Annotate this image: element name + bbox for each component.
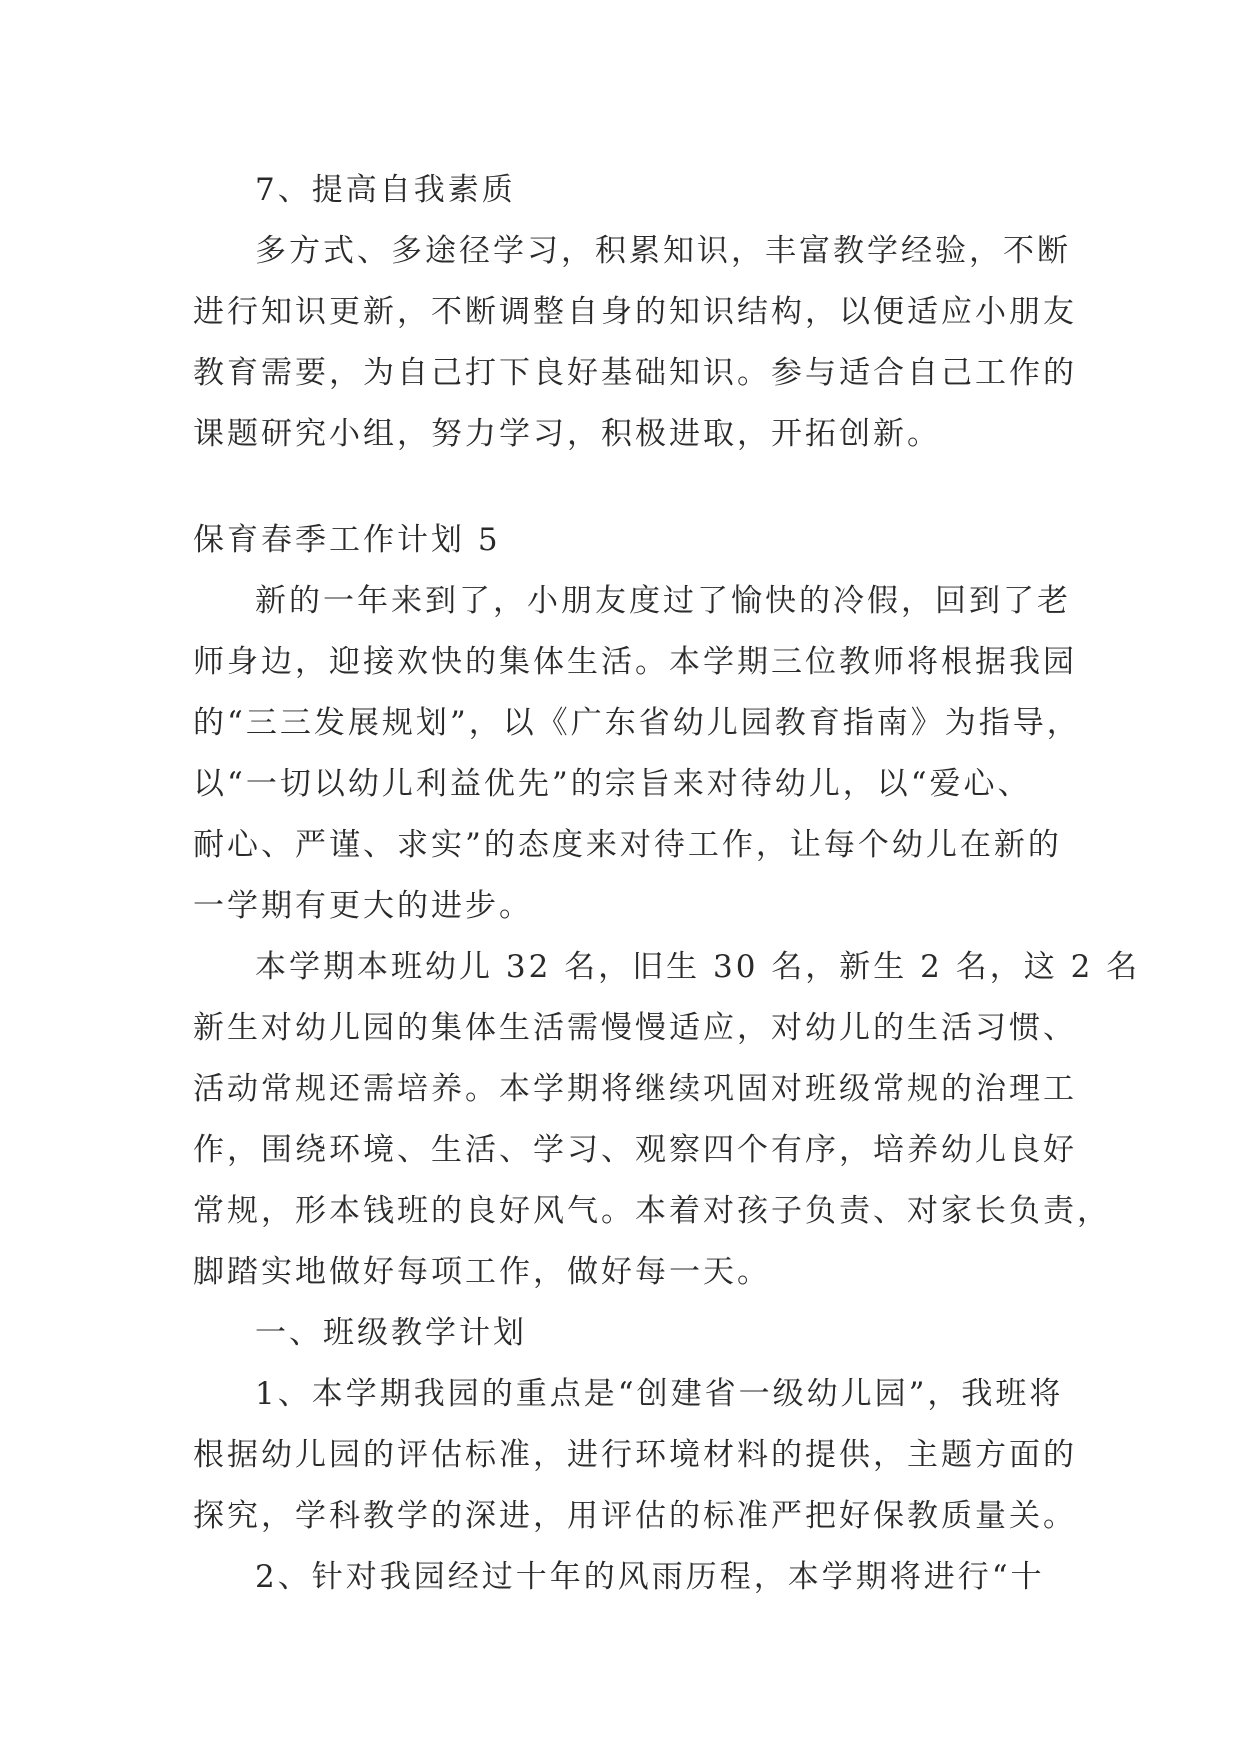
paragraph-line: 常规，形本钱班的良好风气。本着对孩子负责、对家长负责，: [193, 1193, 1111, 1229]
paragraph-line: 进行知识更新，不断调整自身的知识结构，以便适应小朋友: [193, 294, 1077, 330]
paragraph-line: 教育需要，为自己打下良好基础知识。参与适合自己工作的: [193, 355, 1077, 391]
paragraph-line: 以“一切以幼儿利益优先”的宗旨来对待幼儿，以“爱心、: [193, 766, 1032, 802]
paragraph-class-info: [193, 937, 1141, 1303]
paragraph-intro: [193, 571, 1081, 937]
paragraph-line: 2、针对我园经过十年的风雨历程，本学期将进行“十: [255, 1559, 1045, 1595]
paragraph-line: 作，围绕环境、生活、学习、观察四个有序，培养幼儿良好: [193, 1132, 1077, 1168]
paragraph-self-improvement: [193, 221, 1077, 465]
paragraph-line: 脚踏实地做好每项工作，做好每一天。: [193, 1254, 771, 1290]
paragraph-line: 一学期有更大的进步。: [193, 888, 533, 924]
paragraph-line: 新的一年来到了，小朋友度过了愉快的冷假，回到了老: [255, 583, 1071, 619]
paragraph-line: 的“三三发展规划”，以《广东省幼儿园教育指南》为指导，: [193, 705, 1081, 741]
paragraph-line: 耐心、严谨、求实”的态度来对待工作，让每个幼儿在新的: [193, 827, 1062, 863]
paragraph-line: 探究，学科教学的深进，用评估的标准严把好保教质量关。: [193, 1498, 1077, 1534]
paragraph-line: 师身边，迎接欢快的集体生活。本学期三位教师将根据我园: [193, 644, 1077, 680]
document-body: [193, 160, 1141, 1608]
paragraph-line: 1、本学期我园的重点是“创建省一级幼儿园”，我班将: [255, 1376, 1064, 1412]
section-heading-1: 一、班级教学计划: [255, 1315, 527, 1351]
section-heading-7: 7、提高自我素质: [255, 172, 516, 208]
paragraph-line: 课题研究小组，努力学习，积极进取，开拓创新。: [193, 416, 941, 452]
section-spacer: [193, 465, 1063, 510]
paragraph-line: 本学期本班幼儿 32 名，旧生 30 名，新生 2 名，这 2 名: [255, 949, 1141, 985]
paragraph-item-2: [193, 1547, 1063, 1608]
paragraph-line: 多方式、多途径学习，积累知识，丰富教学经验，不断: [255, 233, 1071, 269]
plan-title: 保育春季工作计划 5: [193, 522, 501, 558]
paragraph-item-1: [193, 1364, 1077, 1547]
paragraph-line: 根据幼儿园的评估标准，进行环境材料的提供，主题方面的: [193, 1437, 1077, 1473]
paragraph-line: 活动常规还需培养。本学期将继续巩固对班级常规的治理工: [193, 1071, 1077, 1107]
paragraph-line: 新生对幼儿园的集体生活需慢慢适应，对幼儿的生活习惯、: [193, 1010, 1077, 1046]
